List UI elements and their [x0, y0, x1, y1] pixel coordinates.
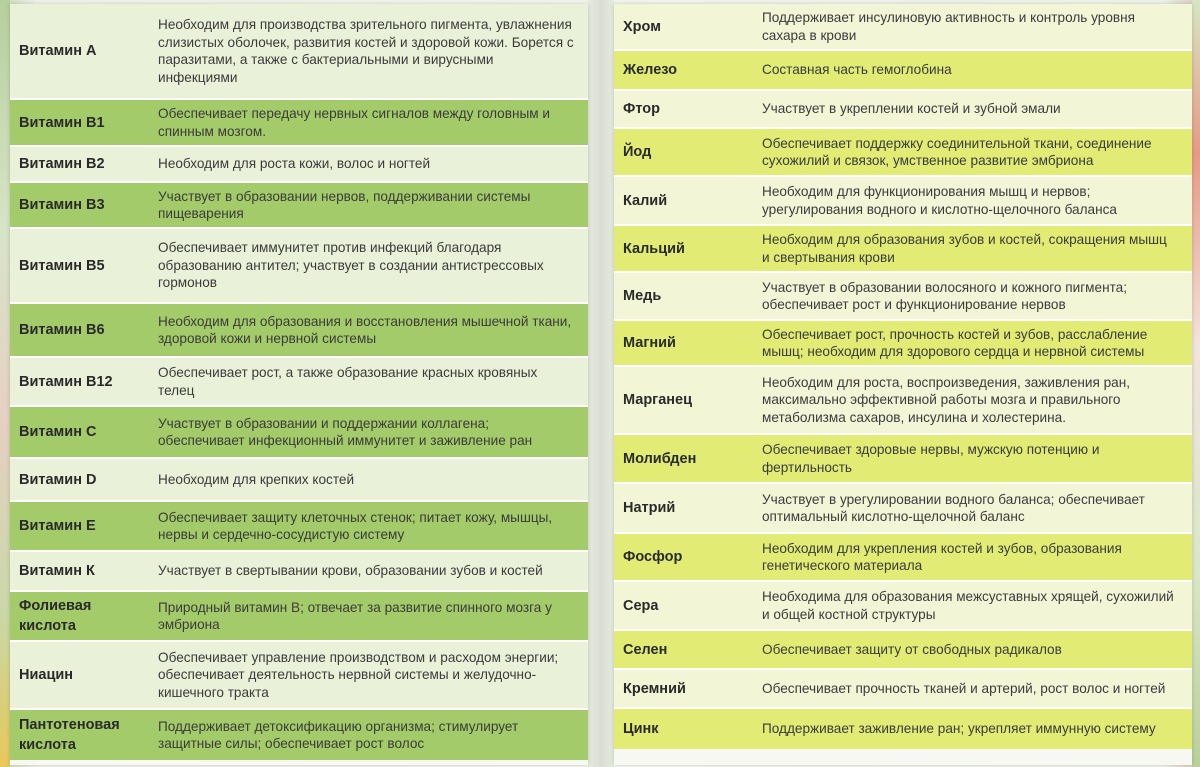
vitamin-description: Участвует в образовании нервов, поддерживании системы пищеварения — [158, 188, 531, 221]
mineral-row — [614, 534, 1192, 582]
vitamin-description: Обеспечивает иммунитет против инфекций благодаря образованию антител; участвует в создании антистрессовых гормонов — [158, 240, 544, 291]
vitamin-description: Обеспечивает рост, а также образование красных кровяных телец — [158, 365, 538, 398]
mineral-description: Участвует в укреплении костей и зубной эмали — [762, 101, 1061, 117]
vitamin-row — [10, 304, 588, 358]
page-gutter — [588, 0, 614, 767]
minerals-table — [614, 4, 1192, 765]
vitamin-name: Витамин В6 — [19, 322, 105, 338]
left-photo-edge — [0, 0, 10, 767]
mineral-name: Фосфор — [623, 549, 683, 565]
mineral-description: Необходим для укрепления костей и зубов, образования генетического материала — [762, 540, 1122, 573]
mineral-row — [614, 91, 1192, 129]
mineral-description: Составная часть гемоглобина — [762, 62, 952, 78]
mineral-row — [614, 129, 1192, 177]
mineral-name: Йод — [623, 144, 652, 160]
mineral-name: Сера — [623, 597, 659, 614]
mineral-name: Цинк — [623, 721, 659, 737]
mineral-row — [614, 484, 1192, 534]
mineral-name: Марганец — [623, 392, 693, 408]
mineral-name: Железо — [623, 62, 677, 78]
mineral-description: Поддерживает инсулиновую активность и контроль уровня сахара в крови — [762, 10, 1136, 43]
vitamin-name: Витамин К — [19, 563, 95, 579]
vitamin-row — [10, 4, 588, 100]
mineral-description: Участвует в урегулировании водного баланса; обеспечивает оптимальный кислотно-щелочной баланс — [762, 491, 1145, 524]
vitamin-name: Витамин В5 — [19, 257, 105, 274]
vitamin-description: Обеспечивает управление производством и расходом энергии; обеспечивает деятельность нервной системы и желудочно-кишечного тракта — [158, 649, 559, 700]
vitamin-row — [10, 100, 588, 147]
vitamin-name: Витамин D — [19, 471, 97, 488]
vitamin-row — [10, 502, 588, 552]
vitamin-description: Необходим для роста кожи, волос и ногтей — [158, 156, 431, 172]
right-photo-edge — [1192, 0, 1200, 767]
mineral-description: Необходима для образования межсуставных хрящей, сухожилий и общей костной структуры — [762, 589, 1174, 622]
vitamin-row — [10, 229, 588, 304]
vitamin-row — [10, 407, 588, 459]
vitamin-name: Витамин А — [19, 43, 97, 59]
vitamin-name: Пантотеновая кислота — [19, 717, 120, 753]
mineral-name: Селен — [623, 641, 668, 658]
vitamin-description: Участвует в образовании и поддержании коллагена; обеспечивает инфекционный иммунитет и заживление ран — [158, 415, 533, 448]
mineral-description: Обеспечивает защиту от свободных радикалов — [762, 641, 1062, 657]
mineral-row — [614, 321, 1192, 367]
mineral-name: Калий — [623, 192, 668, 209]
mineral-row — [614, 582, 1192, 631]
vitamin-name: Витамин В1 — [19, 114, 105, 131]
mineral-description: Обеспечивает поддержку соединительной ткани, соединение сухожилий и связок, умственное развитие эмбриона — [762, 135, 1152, 168]
mineral-description: Поддерживает заживление ран; укрепляет иммунную систему — [762, 721, 1156, 737]
vitamin-row — [10, 147, 588, 183]
mineral-description: Необходим для образования зубов и костей, сокращения мышц и свертывания крови — [762, 232, 1167, 265]
vitamin-row — [10, 183, 588, 229]
vitamin-name: Ниацин — [19, 667, 74, 683]
mineral-name: Магний — [623, 335, 676, 351]
vitamin-row — [10, 459, 588, 502]
vitamin-name: Витамин В2 — [19, 156, 105, 172]
vitamin-row — [10, 592, 588, 642]
mineral-description: Обеспечивает рост, прочность костей и зубов, расслабление мышц; необходим для здорового сердца и нервной системы — [762, 326, 1148, 359]
mineral-name: Фтор — [623, 101, 661, 117]
mineral-row — [614, 670, 1192, 709]
vitamin-description: Необходим для образования и восстановления мышечной ткани, здоровой кожи и нервной системы — [158, 313, 572, 346]
vitamins-table — [10, 4, 588, 765]
vitamin-description: Участвует в свертывании крови, образовании зубов и костей — [158, 563, 543, 579]
mineral-row — [614, 435, 1192, 484]
vitamin-description: Необходим для крепких костей — [158, 471, 355, 487]
vitamin-description: Природный витамин В; отвечает за развитие спинного мозга у эмбриона — [158, 599, 552, 632]
vitamin-name: Витамин С — [19, 424, 97, 440]
mineral-name: Медь — [623, 288, 662, 304]
mineral-row — [614, 273, 1192, 321]
vitamin-description: Обеспечивает защиту клеточных стенок; питает кожу, мышцы, нервы и сердечно-сосудистую систему — [158, 509, 553, 542]
mineral-name: Натрий — [623, 500, 676, 516]
vitamin-row — [10, 358, 588, 407]
mineral-row — [614, 631, 1192, 670]
vitamin-name: Витамин В3 — [19, 197, 105, 213]
mineral-description: Обеспечивает здоровые нервы, мужскую потенцию и фертильность — [762, 442, 1100, 475]
vitamin-description: Обеспечивает передачу нервных сигналов между головным и спинным мозгом. — [158, 106, 550, 139]
mineral-row — [614, 4, 1192, 51]
mineral-description: Необходим для роста, воспроизведения, заживления ран, максимально эффективной работы мозга и правильного метаболизма сахаров, инсулина и холестерина. — [762, 374, 1131, 425]
vitamin-description: Поддерживает детоксификацию организма; стимулирует защитные силы; обеспечивает рост волос — [158, 718, 519, 751]
vitamin-name: Витамин В12 — [19, 373, 113, 390]
mineral-description: Обеспечивает прочность тканей и артерий, рост волос и ногтей — [762, 680, 1166, 696]
mineral-name: Молибден — [623, 450, 697, 467]
mineral-row — [614, 177, 1192, 226]
mineral-name: Хром — [623, 18, 661, 35]
vitamin-row — [10, 710, 588, 760]
mineral-row — [614, 709, 1192, 749]
vitamin-name: Фолиевая кислота — [19, 598, 92, 634]
mineral-row — [614, 226, 1192, 273]
vitamin-name: Витамин Е — [19, 518, 96, 534]
mineral-name: Кальций — [623, 240, 685, 257]
mineral-description: Необходим для функционирования мышц и нервов; урегулирования водного и кислотно-щелочного баланса — [762, 184, 1117, 217]
mineral-description: Участвует в образовании волосяного и кожного пигмента; обеспечивает рост и функционирование нервов — [762, 279, 1127, 312]
mineral-row — [614, 51, 1192, 91]
vitamin-description: Необходим для производства зрительного пигмента, увлажнения слизистых оболочек, развития костей и здоровой кожи. Борется с паразитами, а также с бактериальными и вирусными инфекциями — [158, 17, 574, 85]
mineral-row — [614, 367, 1192, 435]
vitamin-row — [10, 552, 588, 592]
mineral-name: Кремний — [623, 680, 686, 697]
vitamin-row — [10, 642, 588, 710]
